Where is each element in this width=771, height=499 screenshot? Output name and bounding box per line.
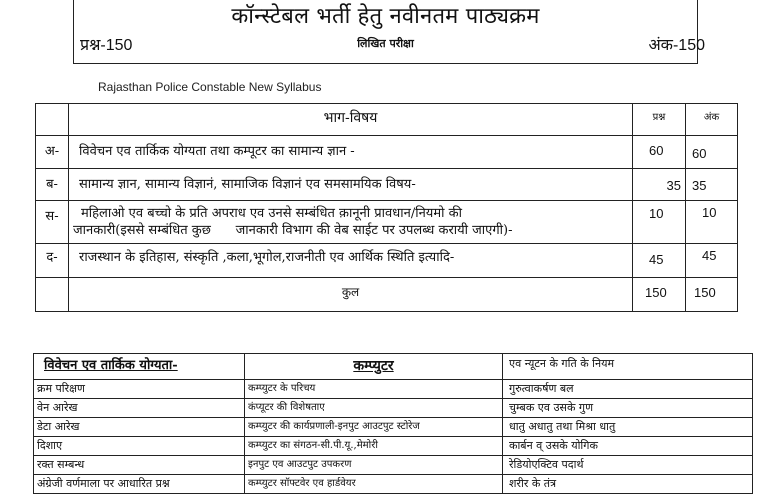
table-row <box>34 475 753 494</box>
row-subject-text: विवेचन एव तार्किक योग्यता तथा कम्पूटर का सामान्य ज्ञान - <box>79 144 355 159</box>
total-questions-value: 150 <box>633 278 686 312</box>
row-subject <box>69 136 633 169</box>
row-subject <box>69 244 633 278</box>
total-label-cell <box>36 278 69 312</box>
science-topic: रेडियोएक्टिव पदार्थ <box>503 456 753 475</box>
reasoning-topic: डेटा आरेख <box>34 418 245 437</box>
reasoning-topic: अंग्रेजी वर्णमाला पर आधारित प्रश्न <box>34 475 245 494</box>
total-label: कुल <box>69 278 633 312</box>
reasoning-topic: दिशाए <box>34 437 245 456</box>
total-marks: अंक-150 <box>648 37 705 54</box>
table-row <box>36 136 738 169</box>
row-subject-text: महिलाओ एव बच्चो के प्रति अपराध एव उनसे सम्बंधित क़ानूनी प्रावधान/नियमो की <box>81 206 462 221</box>
header-subject: भाग-विषय <box>69 104 633 136</box>
computer-topic: इनपुट एव आउटपुट उपकरण <box>245 456 503 475</box>
science-topic: कार्बन व् उसके योगिक <box>503 437 753 456</box>
topics-header-row <box>34 354 753 380</box>
science-topic: चुम्बक एव उसके गुण <box>503 399 753 418</box>
table-row <box>36 201 738 244</box>
table-row <box>34 380 753 399</box>
computer-topic: कम्प्युटर की कार्यप्रणाली-इनपुट आउटपुट स्टोरेज <box>245 418 503 437</box>
page-title: कॉन्स्टेबल भर्ती हेतु नवीनतम पाठ्यक्रम <box>231 4 540 29</box>
row-subject-text-line2: जानकारी(इससे सम्बंधित कुछ जानकारी विभाग की वेब साईट पर उपलब्ध करायी जाएगी)- <box>73 223 513 238</box>
table-row <box>34 418 753 437</box>
summary-header-row <box>36 104 738 136</box>
row-marks: 35 <box>686 169 738 201</box>
header-box <box>73 0 705 64</box>
total-questions: प्रश्न-150 <box>80 37 133 54</box>
row-marks: 60 <box>686 136 738 169</box>
summary-table <box>35 103 738 312</box>
row-questions: 60 <box>633 136 686 169</box>
reasoning-topic: क्रम परिक्षण <box>34 380 245 399</box>
header-reasoning: विवेचन एव तार्किक योग्यता- <box>34 354 245 380</box>
table-row <box>36 244 738 278</box>
science-topic: धातु अधातु तथा मिश्रा धातु <box>503 418 753 437</box>
total-row <box>36 278 738 312</box>
row-subject-text: राजस्थान के इतिहास, संस्कृति ,कला,भूगोल,राजनीती एव आर्थिक स्थिति इत्यादि- <box>79 250 455 265</box>
table-row <box>34 399 753 418</box>
row-label: अ- <box>36 136 69 169</box>
row-marks: 45 <box>686 244 738 278</box>
subtitle: Rajasthan Police Constable New Syllabus <box>98 80 322 94</box>
header-questions: प्रश्न <box>633 104 686 136</box>
row-questions: 45 <box>633 244 686 278</box>
table-row <box>34 456 753 475</box>
reasoning-topic: वेन आरेख <box>34 399 245 418</box>
header-science-cont: एव न्यूटन के गति के नियम <box>503 354 753 380</box>
row-label: स- <box>36 201 69 244</box>
row-subject-text: सामान्य ज्ञान, सामान्य विज्ञानं, सामाजिक विज्ञानं एव समसामयिक विषय- <box>79 177 416 192</box>
row-questions: 10 <box>633 201 686 244</box>
computer-topic: कम्प्युटर का संगठन-सी.पी.यू.,मेमोरी <box>245 437 503 456</box>
row-label: ब- <box>36 169 69 201</box>
row-questions: 35 <box>633 169 686 201</box>
exam-type: लिखित परीक्षा <box>357 37 414 50</box>
row-subject <box>69 201 633 244</box>
total-marks-value: 150 <box>686 278 738 312</box>
row-label: द- <box>36 244 69 278</box>
header-computer: कम्प्युटर <box>245 354 503 380</box>
computer-topic: कम्प्युटर सॉफ्टवेर एव हार्डवेयर <box>245 475 503 494</box>
computer-topic: कम्प्युटर के परिचय <box>245 380 503 399</box>
computer-topic: कंप्यूटर की विशेषताए <box>245 399 503 418</box>
row-marks: 10 <box>686 201 738 244</box>
row-subject <box>69 169 633 201</box>
topics-table <box>33 353 753 494</box>
header-label-cell <box>36 104 69 136</box>
science-topic: शरीर के तंत्र <box>503 475 753 494</box>
table-row <box>36 169 738 201</box>
header-marks: अंक <box>686 104 738 136</box>
reasoning-topic: रक्त सम्बन्ध <box>34 456 245 475</box>
science-topic: गुरुत्वाकर्षण बल <box>503 380 753 399</box>
table-row <box>34 437 753 456</box>
